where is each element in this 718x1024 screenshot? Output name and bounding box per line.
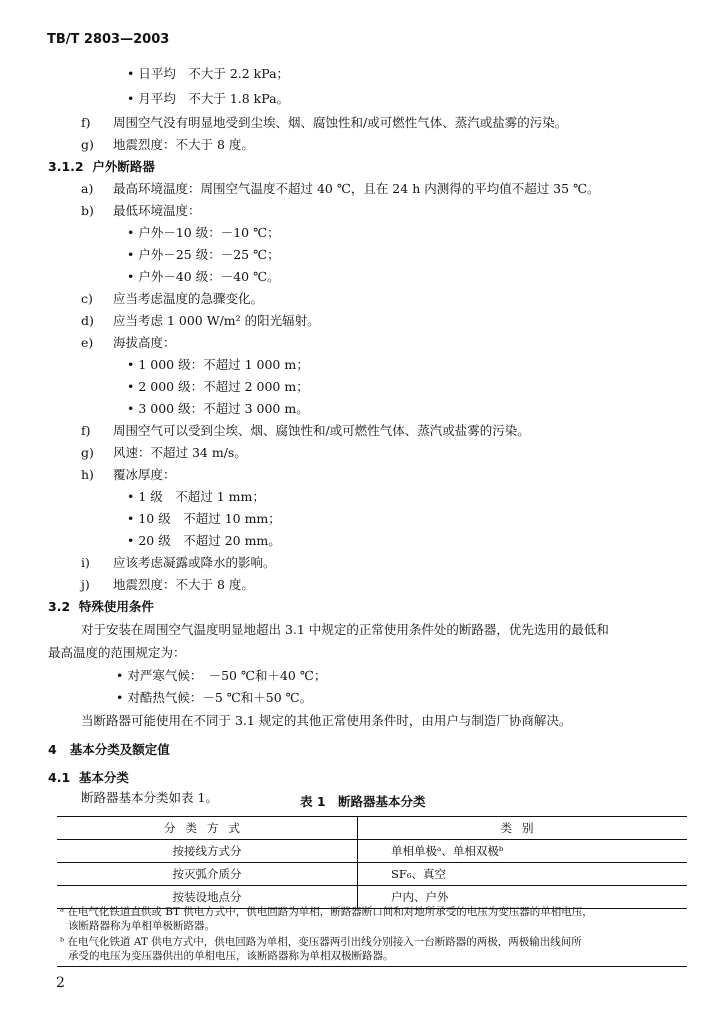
section-title: 基本分类及额定值 xyxy=(69,742,170,757)
table-cell: 按装设地点分 xyxy=(57,886,358,908)
list-item xyxy=(81,577,254,593)
item-text: 地震烈度：不大于 8 度。 xyxy=(113,137,254,152)
list-item xyxy=(81,203,201,219)
table-header-row xyxy=(57,817,687,840)
table-header-cell: 类别 xyxy=(500,821,544,835)
table-footnote: ᵃ 在电气化铁道直供或 BT 供电方式中，供电回路为单相，断路器断口间和对地所承受的电压为变压器的单相电压， xyxy=(60,906,593,918)
list-item: • 1 级 不超过 1 mm； xyxy=(127,489,265,504)
section-number: 3.1.2 xyxy=(48,159,84,174)
list-item xyxy=(81,115,567,131)
item-text: 周围空气可以受到尘埃、烟、腐蚀性和/或可燃性气体、蒸汽或盐雾的污染。 xyxy=(113,423,530,438)
list-item xyxy=(81,137,254,153)
item-text: 覆冰厚度： xyxy=(113,467,176,482)
item-marker: i) xyxy=(81,555,90,570)
standard-code-header: TB/T 2803—2003 xyxy=(47,32,170,47)
list-item xyxy=(81,467,176,483)
item-text: 周围空气没有明显地受到尘埃、烟、腐蚀性和/或可燃性气体、蒸汽或盐雾的污染。 xyxy=(113,115,568,130)
table-row xyxy=(57,886,687,908)
list-item: • 2 000 级：不超过 2 000 m； xyxy=(127,379,309,394)
list-item: • 3 000 级：不超过 3 000 m。 xyxy=(127,401,309,416)
item-text: 应当考虑 1 000 W/m² 的阳光辐射。 xyxy=(113,313,320,328)
list-item: • 对严寒气候： －50 ℃和＋40 ℃； xyxy=(116,668,327,683)
section-title: 特殊使用条件 xyxy=(78,599,154,614)
list-item xyxy=(81,181,600,197)
item-marker: e) xyxy=(81,335,94,350)
section-number: 3.2 xyxy=(48,599,71,614)
item-text: 最高环境温度：周围空气温度不超过 40 ℃，且在 24 h 内测得的平均值不超过 35 ℃。 xyxy=(113,181,600,196)
list-item: • 20 级 不超过 20 mm。 xyxy=(127,533,281,548)
table-cell: 单相单极ᵃ、单相双极ᵇ xyxy=(391,844,504,858)
table-cell: SF₆、真空 xyxy=(391,867,446,881)
list-item xyxy=(81,555,276,571)
list-item: • 户外－25 级：－25 ℃； xyxy=(127,247,280,262)
list-item: • 10 级 不超过 10 mm； xyxy=(127,511,281,526)
item-marker: a) xyxy=(81,181,94,196)
item-marker: j) xyxy=(81,577,90,592)
item-marker: h) xyxy=(81,467,94,482)
table-cell: 按接线方式分 xyxy=(57,840,358,862)
section-title: 户外断路器 xyxy=(92,159,155,174)
table-row xyxy=(57,840,687,863)
list-item: • 户外－40 级：－40 ℃。 xyxy=(127,269,280,284)
paragraph-line: 断路器基本分类如表 1。 xyxy=(81,790,218,805)
list-item: • 户外－10 级：－10 ℃； xyxy=(127,225,280,240)
list-item: • 月平均 不大于 1.8 kPa。 xyxy=(127,91,290,106)
paragraph-line: 对于安装在周围空气温度明显地超出 3.1 中规定的正常使用条件处的断路器，优先选用的最低和 xyxy=(81,622,609,637)
table-row xyxy=(57,863,687,886)
list-item xyxy=(81,291,263,307)
table-cell: 户内、户外 xyxy=(391,890,449,904)
list-item xyxy=(81,335,176,351)
section-heading-4-1 xyxy=(48,770,129,786)
table-bottom-rule xyxy=(57,966,687,967)
paragraph-line: 当断路器可能使用在不同于 3.1 规定的其他正常使用条件时，由用户与制造厂协商解决。 xyxy=(81,713,572,728)
item-marker: f) xyxy=(81,115,91,130)
list-item xyxy=(81,445,247,461)
list-item: • 对酷热气候：－5 ℃和＋50 ℃。 xyxy=(116,690,313,705)
section-number: 4 xyxy=(48,742,57,757)
page-number: 2 xyxy=(56,975,65,991)
item-marker: f) xyxy=(81,423,91,438)
section-heading-3-1-2 xyxy=(48,159,155,175)
table-footnote: 承受的电压为变压器供出的单相电压，该断路器称为单相双极断路器。 xyxy=(68,950,394,962)
table-cell: 按灭弧介质分 xyxy=(57,863,358,885)
item-text: 应当考虑温度的急骤变化。 xyxy=(113,291,264,306)
table-caption: 表 1 断路器基本分类 xyxy=(300,794,426,809)
item-text: 风速：不超过 34 m/s。 xyxy=(113,445,247,460)
table-header-cell: 分类方式 xyxy=(57,817,358,839)
item-text: 地震烈度：不大于 8 度。 xyxy=(113,577,254,592)
paragraph-line: 最高温度的范围规定为： xyxy=(48,645,186,660)
item-text: 海拔高度： xyxy=(113,335,176,350)
item-marker: c) xyxy=(81,291,93,306)
item-text: 应该考虑凝露或降水的影响。 xyxy=(113,555,276,570)
list-item xyxy=(81,423,530,439)
item-marker: d) xyxy=(81,313,94,328)
item-marker: g) xyxy=(81,137,94,152)
table-footnote: ᵇ 在电气化铁道 AT 供电方式中，供电回路为单相，变压器两引出线分别接入一台断路器的两极，两极输出线间所 xyxy=(60,936,582,948)
item-marker: b) xyxy=(81,203,94,218)
classification-table xyxy=(57,816,687,909)
list-item xyxy=(81,313,320,329)
section-number: 4.1 xyxy=(48,770,71,785)
list-item: • 1 000 级：不超过 1 000 m； xyxy=(127,357,309,372)
item-marker: g) xyxy=(81,445,94,460)
list-item: • 日平均 不大于 2.2 kPa； xyxy=(127,66,290,81)
section-heading-3-2 xyxy=(48,599,154,615)
section-title: 基本分类 xyxy=(78,770,129,785)
table-footnote: 该断路器称为单相单极断路器。 xyxy=(68,920,215,932)
section-heading-4 xyxy=(48,742,170,758)
item-text: 最低环境温度： xyxy=(113,203,201,218)
